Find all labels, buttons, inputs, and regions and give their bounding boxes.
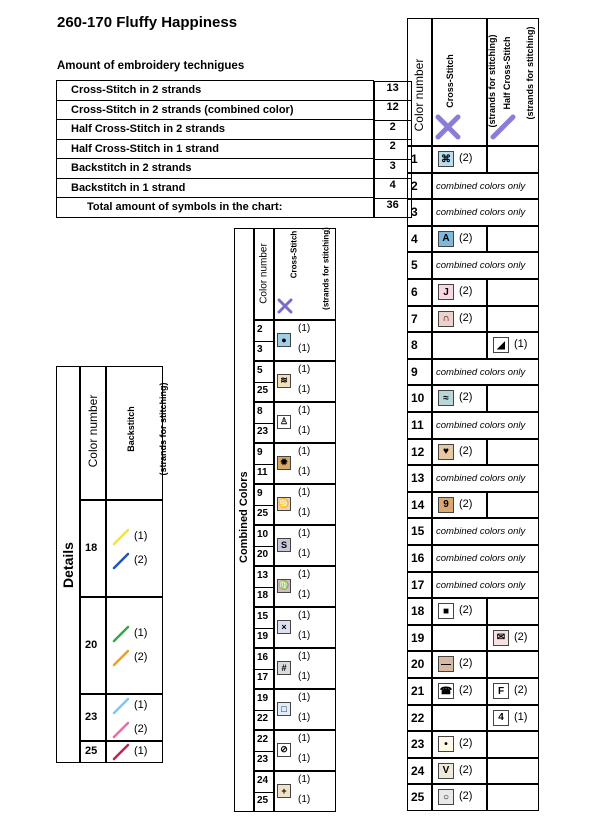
main-cross-strands: (2) xyxy=(459,231,473,244)
combined-symbol-icon: ≋ xyxy=(277,374,291,388)
main-color-number: 4 xyxy=(411,231,418,246)
details-color-header: Color number xyxy=(86,394,100,468)
divider xyxy=(254,382,274,383)
combined-strands-header: (strands for stitching) xyxy=(321,227,331,310)
combined-label: Combined Colors xyxy=(238,471,250,563)
main-half-cell xyxy=(487,651,539,678)
main-color-number: 8 xyxy=(411,338,418,353)
main-cross-symbol-icon: J xyxy=(438,284,454,300)
main-half-symbol-icon: F xyxy=(493,683,509,699)
main-color-number: 16 xyxy=(411,551,425,565)
main-color-number: 25 xyxy=(411,790,425,805)
combined-symbol-icon: S xyxy=(277,538,291,552)
main-cross-strands: (2) xyxy=(459,391,473,404)
main-combined-text: combined colors only xyxy=(436,579,526,591)
main-color-number: 23 xyxy=(411,737,425,752)
combined-color-a: 13 xyxy=(257,570,269,581)
amount-row xyxy=(57,100,375,120)
main-color-number: 6 xyxy=(411,285,418,299)
main-cross-strands: (2) xyxy=(459,657,473,670)
combined-color-a: 5 xyxy=(257,365,263,376)
combined-strands-a: (1) xyxy=(298,692,311,703)
backstitch-line-icon xyxy=(112,625,130,643)
divider xyxy=(254,505,274,506)
main-combined-text: combined colors only xyxy=(436,260,526,272)
details-color-number: 25 xyxy=(85,745,98,757)
combined-symbol-icon: + xyxy=(277,784,291,798)
details-lines-cell xyxy=(106,597,163,694)
main-cross-symbol-icon: ∩ xyxy=(438,311,454,327)
backstitch-line xyxy=(114,651,128,665)
main-color-number: 22 xyxy=(411,710,425,725)
combined-strands-b: (1) xyxy=(298,384,311,395)
main-cross-symbol-icon: 9 xyxy=(438,497,454,513)
amount-total-label: Total amount of symbols in the chart: xyxy=(57,198,374,218)
divider xyxy=(254,423,274,424)
backstitch-line-icon xyxy=(112,743,130,761)
details-strands: (1) xyxy=(134,529,148,542)
combined-strands-a: (1) xyxy=(298,364,311,375)
divider xyxy=(254,710,274,711)
main-half-symbol-icon: ◢ xyxy=(493,337,509,353)
combined-color-header: Color number xyxy=(258,243,270,304)
backstitch-line-icon xyxy=(112,697,130,715)
main-color-number: 20 xyxy=(411,657,425,672)
amount-label: Half Cross-Stitch in 1 strand xyxy=(57,139,374,159)
amount-heading: Amount of embroidery technigues xyxy=(57,60,245,72)
details-strands: (1) xyxy=(134,745,148,757)
page-title: 260-170 Fluffy Happiness xyxy=(57,14,238,31)
amount-value: 2 xyxy=(374,120,412,141)
combined-color-b: 25 xyxy=(257,385,269,396)
combined-strands-a: (1) xyxy=(298,528,311,539)
details-color-number: 20 xyxy=(85,638,98,651)
main-cross-strands: (strands for stitching) xyxy=(487,34,497,128)
main-cross-cell xyxy=(432,705,487,732)
divider xyxy=(254,751,274,752)
main-half-cell xyxy=(487,226,539,253)
details-backstitch-header: Backstitch xyxy=(126,406,136,452)
main-half-symbol-icon: 4 xyxy=(493,710,509,726)
main-combined-text: combined colors only xyxy=(436,526,526,538)
backstitch-line-icon xyxy=(112,721,130,739)
main-cross-strands: (2) xyxy=(459,684,473,696)
main-cross-strands: (2) xyxy=(459,604,473,617)
combined-color-b: 18 xyxy=(257,590,269,601)
main-half-cell xyxy=(487,385,539,412)
main-half-cell xyxy=(487,439,539,466)
amount-row xyxy=(57,139,375,159)
combined-strands-a: (1) xyxy=(298,446,311,457)
main-half-cell xyxy=(487,758,539,785)
amount-row xyxy=(57,178,375,198)
amount-value: 13 xyxy=(374,81,412,102)
main-cross-strands: (2) xyxy=(459,311,473,324)
divider xyxy=(254,669,274,670)
amount-value: 3 xyxy=(374,159,412,180)
amount-row xyxy=(57,81,375,101)
divider xyxy=(254,792,274,793)
combined-strands-b: (1) xyxy=(298,548,311,559)
combined-color-b: 25 xyxy=(257,508,269,519)
amount-label: Half Cross-Stitch in 2 strands xyxy=(57,120,374,140)
main-half-symbol-icon: ✉ xyxy=(493,630,509,646)
main-half-cell xyxy=(487,279,539,306)
main-cross-symbol-icon: V xyxy=(438,763,454,779)
cross-stitch-icon xyxy=(277,298,293,314)
divider xyxy=(254,628,274,629)
combined-strands-b: (1) xyxy=(298,343,311,354)
combined-strands-b: (1) xyxy=(298,794,311,805)
combined-strands-b: (1) xyxy=(298,507,311,518)
combined-symbol-icon: ● xyxy=(277,333,291,347)
main-color-number: 5 xyxy=(411,258,418,273)
details-color-number: 18 xyxy=(85,541,98,554)
main-cross-symbol-icon: ≈ xyxy=(438,390,454,406)
combined-symbol-icon: ♍ xyxy=(277,579,291,593)
main-cross-symbol-icon: ♥ xyxy=(438,444,454,460)
main-color-number: 2 xyxy=(411,178,418,193)
details-strands: (2) xyxy=(134,722,148,735)
combined-strands-a: (1) xyxy=(298,487,311,498)
main-half-cell xyxy=(487,598,539,625)
amount-value: 4 xyxy=(374,178,412,199)
amount-row xyxy=(57,120,375,140)
main-combined-text: combined colors only xyxy=(436,553,526,564)
combined-color-b: 23 xyxy=(257,754,269,765)
main-color-number: 12 xyxy=(411,444,425,459)
amount-value: 12 xyxy=(374,100,412,121)
backstitch-line xyxy=(114,554,128,568)
combined-strands-a: (1) xyxy=(298,651,311,662)
main-half-strands: (strands for stitching) xyxy=(525,26,535,120)
combined-symbol-icon: × xyxy=(277,620,291,634)
main-cross-strands: (2) xyxy=(459,763,473,776)
main-half-strands: (1) xyxy=(514,710,528,723)
amount-value: 2 xyxy=(374,139,412,160)
combined-strands-a: (1) xyxy=(298,774,311,785)
amount-label: Backstitch in 2 strands xyxy=(57,159,374,179)
backstitch-line xyxy=(114,699,128,713)
combined-symbol-icon: ♋ xyxy=(277,497,291,511)
combined-cross-header: Cross-Stitch xyxy=(289,230,299,279)
combined-strands-a: (1) xyxy=(298,323,311,334)
details-strands: (1) xyxy=(134,626,148,639)
main-half-cell xyxy=(487,146,539,173)
main-combined-text: combined colors only xyxy=(436,473,526,485)
combined-strands-a: (1) xyxy=(298,733,311,744)
combined-strands-a: (1) xyxy=(298,610,311,621)
combined-symbol-icon: □ xyxy=(277,702,291,716)
main-half-cell xyxy=(487,731,539,758)
main-half-strands: (2) xyxy=(514,684,528,696)
combined-color-b: 17 xyxy=(257,672,269,683)
combined-symbol-icon: ♙ xyxy=(277,415,291,429)
combined-strands-b: (1) xyxy=(298,630,311,641)
amount-table xyxy=(56,80,399,218)
main-cross-symbol-icon: A xyxy=(438,231,454,247)
combined-color-a: 9 xyxy=(257,488,263,499)
details-lines-cell xyxy=(106,500,163,597)
combined-color-a: 19 xyxy=(257,693,269,704)
main-cross-strands: (2) xyxy=(459,497,473,510)
amount-label: Cross-Stitch in 2 strands xyxy=(57,81,374,101)
main-color-number: 19 xyxy=(411,630,425,645)
details-strands: (1) xyxy=(134,698,148,711)
details-label: Details xyxy=(60,541,76,588)
main-cross-symbol-icon: ■ xyxy=(438,603,454,619)
main-half-strands: (2) xyxy=(514,630,528,643)
combined-color-a: 9 xyxy=(257,447,263,458)
backstitch-line-icon xyxy=(112,528,130,546)
combined-strands-b: (1) xyxy=(298,753,311,764)
combined-color-b: 19 xyxy=(257,631,269,642)
main-cross-strands: (2) xyxy=(459,285,473,297)
divider xyxy=(254,546,274,547)
combined-color-a: 2 xyxy=(257,324,263,335)
cross-stitch-icon xyxy=(435,114,461,140)
main-cross-strands: (2) xyxy=(459,737,473,750)
combined-strands-a: (1) xyxy=(298,569,311,580)
combined-color-b: 20 xyxy=(257,549,269,560)
main-combined-text: combined colors only xyxy=(436,420,526,431)
main-color-number: 15 xyxy=(411,524,425,539)
main-color-number: 11 xyxy=(411,418,424,432)
combined-symbol-icon: # xyxy=(277,661,291,675)
half-cross-stitch-icon xyxy=(490,114,516,140)
main-combined-text: combined colors only xyxy=(436,366,526,378)
amount-label: Cross-Stitch in 2 strands (combined color) xyxy=(57,100,374,120)
backstitch-line xyxy=(114,745,128,759)
main-color-number: 7 xyxy=(411,311,418,326)
combined-color-a: 15 xyxy=(257,611,269,622)
main-color-header: Color number xyxy=(412,58,426,132)
main-cross-symbol-icon: • xyxy=(438,736,454,752)
amount-row xyxy=(57,159,375,179)
main-cross-strands: (2) xyxy=(459,790,473,803)
main-color-number: 14 xyxy=(411,497,425,512)
details-strands: (2) xyxy=(134,553,148,566)
backstitch-line-icon xyxy=(112,649,130,667)
main-color-number: 1 xyxy=(411,152,418,166)
combined-color-a: 16 xyxy=(257,652,269,663)
amount-total-value: 36 xyxy=(374,198,412,219)
combined-strands-a: (1) xyxy=(298,405,311,416)
main-half-cell xyxy=(487,784,539,811)
main-color-number: 21 xyxy=(411,684,425,698)
combined-strands-b: (1) xyxy=(298,466,311,477)
main-color-number: 17 xyxy=(411,577,425,592)
details-strands: (2) xyxy=(134,650,148,663)
main-cross-strands: (2) xyxy=(459,152,473,164)
combined-symbol-icon: ⊘ xyxy=(277,743,291,757)
main-half-cell xyxy=(487,306,539,333)
amount-label: Backstitch in 1 strand xyxy=(57,178,374,198)
main-color-number: 24 xyxy=(411,763,425,778)
main-color-number: 18 xyxy=(411,604,425,619)
combined-color-a: 10 xyxy=(257,529,269,540)
main-half-header: Half Cross-Stitch xyxy=(502,36,512,110)
backstitch-line-icon xyxy=(112,552,130,570)
combined-strands-b: (1) xyxy=(298,425,311,436)
main-color-number: 10 xyxy=(411,391,425,406)
main-cross-strands: (2) xyxy=(459,444,473,457)
divider xyxy=(254,464,274,465)
details-color-number: 23 xyxy=(85,710,98,723)
amount-total-row xyxy=(57,198,375,218)
divider xyxy=(254,587,274,588)
details-strands-header: (strands for stitching) xyxy=(158,382,168,476)
combined-color-b: 3 xyxy=(257,344,263,355)
main-cross-symbol-icon: ⌘ xyxy=(438,151,454,167)
main-cross-header: Cross-Stitch xyxy=(445,54,455,108)
combined-color-b: 25 xyxy=(257,795,269,806)
combined-color-b: 11 xyxy=(257,467,268,478)
combined-color-b: 23 xyxy=(257,426,269,437)
main-combined-text: combined colors only xyxy=(436,207,526,219)
backstitch-line xyxy=(114,530,128,544)
combined-strands-b: (1) xyxy=(298,589,311,600)
main-cross-cell xyxy=(432,625,487,652)
main-half-strands: (1) xyxy=(514,338,528,351)
main-cross-cell xyxy=(432,332,487,359)
main-color-number: 13 xyxy=(411,471,425,486)
main-combined-text: combined colors only xyxy=(436,180,526,192)
main-half-cell xyxy=(487,492,539,519)
main-color-number: 9 xyxy=(411,364,418,379)
combined-color-b: 22 xyxy=(257,713,269,724)
backstitch-line xyxy=(114,723,128,737)
combined-color-a: 8 xyxy=(257,406,263,417)
main-cross-symbol-icon: ○ xyxy=(438,789,454,805)
combined-color-a: 22 xyxy=(257,734,269,745)
main-color-number: 3 xyxy=(411,205,418,220)
combined-strands-b: (1) xyxy=(298,671,311,682)
divider xyxy=(254,341,274,342)
main-cross-symbol-icon: — xyxy=(438,656,454,672)
backstitch-line xyxy=(114,627,128,641)
combined-strands-b: (1) xyxy=(298,712,311,723)
combined-symbol-icon: ✹ xyxy=(277,456,291,470)
main-cross-symbol-icon: ☎ xyxy=(438,683,454,699)
combined-color-a: 24 xyxy=(257,775,269,786)
